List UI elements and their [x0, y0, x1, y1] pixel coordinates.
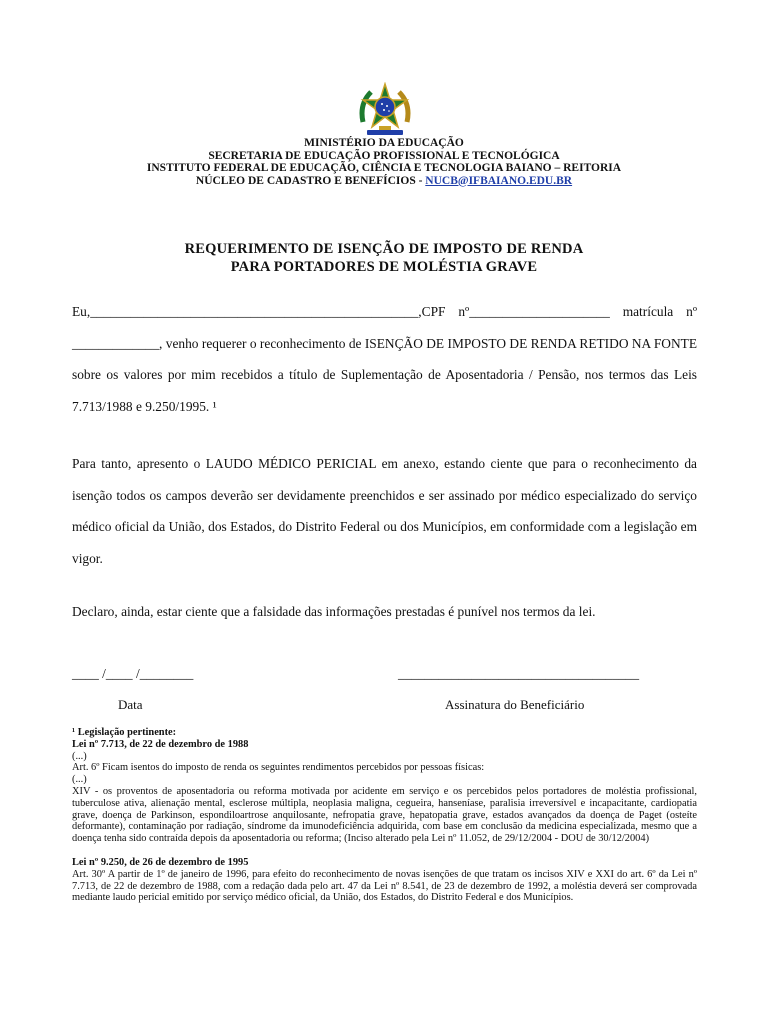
date-field[interactable]: ____ /____ /________ — [72, 666, 194, 681]
nucleus-name: NÚCLEO DE CADASTRO E BENEFÍCIOS - — [195, 174, 426, 187]
legislation-footnote — [72, 727, 697, 904]
title-line-2: PARA PORTADORES DE MOLÉSTIA GRAVE — [230, 259, 538, 275]
ellipsis-1: (...) — [72, 750, 87, 762]
art-30-text: Art. 30º A partir de 1º de janeiro de 1996, para efeito do reconhecimento de novas isenções de que tratam os incisos XIV e XXI do art. 6º da Lei nº 7.713, de 22 de dezembro de 1988, com a redação dada pelo art. 47 da Lei nº 8.541, de 23 de dezembro de 1992, a moléstia deverá ser comprovada mediante laudo pericial emitido por serviço médico oficial, da União, dos Estados, do Distrito Federal e dos Municípios. — [72, 868, 697, 904]
inciso-xiv-text: XIV - os proventos de aposentadoria ou reforma motivada por acidente em serviço e os percebidos pelos portadores de moléstia profissional, tuberculose ativa, alienação mental, esclerose múltipla, neoplasia maligna, cegueira, hanseníase, paralisia irreversível e incapacitante, cardiopatia grave, doença de Parkinson, espondiloartrose anquilosante, nefropatia grave, hepatopatia grave, estados avançados da doença de Paget (osteíte deformante), contaminação por radiação, síndrome da imunodeficiência adquirida, com base em conclusão da medicina especializada, mesmo que a doença tenha sido contraída depois da aposentadoria ou reforma; (Inciso alterado pela Lei nº 11.052, de 29/12/2004 - DOU de 30/12/2004) — [72, 785, 697, 845]
legislation-heading: ¹ Legislação pertinente: — [72, 727, 177, 738]
declaration-paragraph: Declaro, ainda, estar ciente que a falsidade das informações prestadas é punível nos termos da lei. — [72, 604, 596, 619]
brazil-coat-of-arms-icon — [357, 82, 413, 138]
institution-header — [0, 137, 768, 187]
request-paragraph: Eu,_________________________________________________,CPF nº_____________________ matrícula nº _____________, venho requerer o reconhecimento de ISENÇÃO DE IMPOSTO DE RENDA RETIDO NA FONTE sobre os valores por mim recebidos a título de Suplementação de Aposentadoria / Pensão, nos termos das Leis 7.713/1988 e 9.250/1995. ¹ — [72, 304, 697, 414]
document-title — [0, 240, 768, 276]
date-label: Data — [118, 697, 143, 712]
law-7713-title: Lei nº 7.713, de 22 de dezembro de 1988 — [72, 738, 249, 750]
secretariat-name: SECRETARIA DE EDUCAÇÃO PROFISSIONAL E TECNOLÓGICA — [208, 149, 560, 162]
signature-label: Assinatura do Beneficiário — [445, 697, 585, 712]
medical-report-paragraph: Para tanto, apresento o LAUDO MÉDICO PERICIAL em anexo, estando ciente que para o reconhecimento da isenção todos os campos deverão ser devidamente preenchidos e ser assinado por médico especializado do serviço médico oficial da União, dos Estados, do Distrito Federal ou dos Municípios, em conformidade com a legislação em vigor. — [72, 456, 697, 566]
art-6-text: Art. 6º Ficam isentos do imposto de renda os seguintes rendimentos percebidos por pessoas físicas: — [72, 762, 485, 774]
nucleus-line — [0, 175, 768, 188]
email-link[interactable]: NUCB@IFBAIANO.EDU.BR — [425, 174, 573, 187]
ellipsis-2: (...) — [72, 774, 87, 786]
signature-field[interactable]: ____________________________________ — [398, 666, 640, 681]
institute-name: INSTITUTO FEDERAL DE EDUCAÇÃO, CIÊNCIA E TECNOLOGIA BAIANO – REITORIA — [146, 162, 622, 174]
ministry-name: MINISTÉRIO DA EDUCAÇÃO — [304, 137, 464, 149]
title-line-1: REQUERIMENTO DE ISENÇÃO DE IMPOSTO DE RENDA — [184, 241, 584, 257]
law-9250-title: Lei nº 9.250, de 26 de dezembro de 1995 — [72, 856, 249, 868]
